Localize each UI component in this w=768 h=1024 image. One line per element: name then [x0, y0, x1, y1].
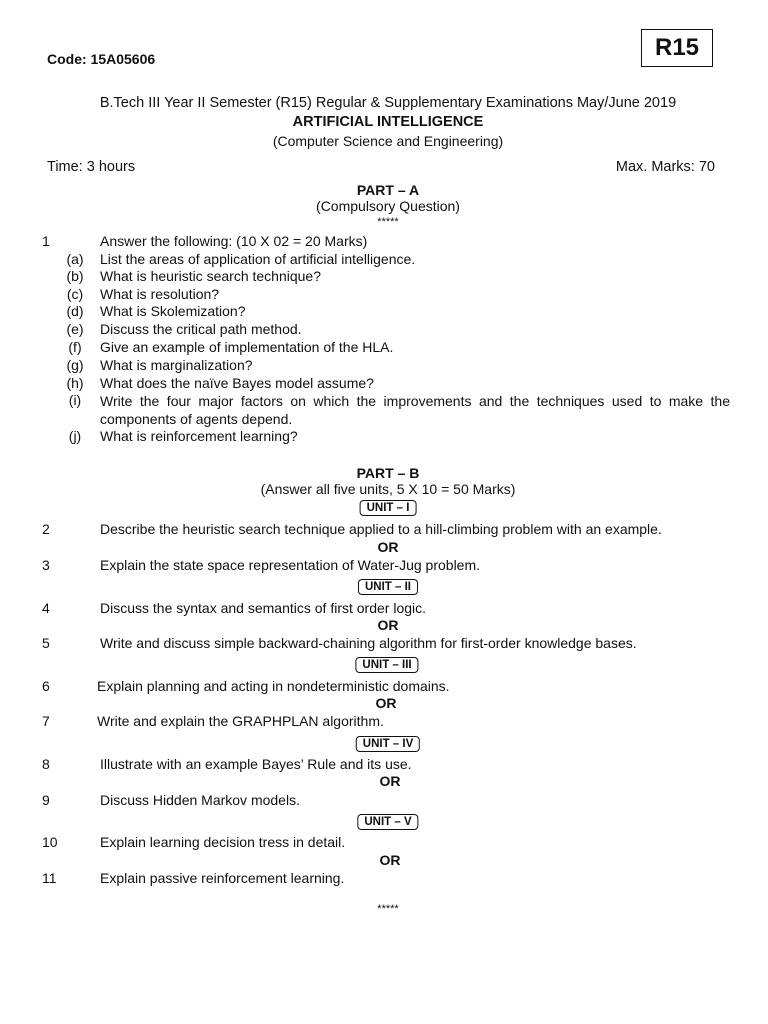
sub-question-text: What is heuristic search technique?	[100, 268, 321, 284]
sub-question-label: (f)	[68, 339, 82, 355]
max-marks: Max. Marks: 70	[615, 159, 715, 175]
sub-question-text: List the areas of application of artificial intelligence.	[100, 251, 416, 267]
question-number: 10	[42, 834, 58, 850]
regulation-badge: R15	[641, 29, 713, 67]
branch-name: (Computer Science and Engineering)	[272, 133, 504, 149]
question-number: 7	[42, 713, 50, 729]
question-text: Discuss the syntax and semantics of first order logic.	[100, 600, 427, 616]
question-text: Discuss Hidden Markov models.	[100, 792, 300, 808]
question-number: 11	[42, 870, 57, 886]
subject-title: ARTIFICIAL INTELLIGENCE	[292, 114, 484, 130]
unit-label: UNIT – IV	[356, 736, 420, 752]
sub-question-text: Give an example of implementation of the HLA.	[100, 339, 394, 355]
question-text: Explain the state space representation of Water-Jug problem.	[100, 557, 481, 573]
sub-question-label: (e)	[66, 321, 84, 337]
question-text: Describe the heuristic search technique applied to a hill-climbing problem with an example.	[100, 521, 662, 537]
end-separator: *****	[377, 903, 399, 915]
or-separator: OR	[375, 695, 397, 711]
exam-duration: Time: 3 hours	[47, 159, 136, 175]
or-separator: OR	[379, 852, 401, 868]
or-separator: OR	[379, 773, 401, 789]
question-text: Explain learning decision tress in detail.	[100, 834, 346, 850]
question-text: Illustrate with an example Bayes’ Rule and its use.	[100, 756, 412, 772]
part-b-subtitle: (Answer all five units, 5 X 10 = 50 Marks)	[260, 481, 516, 497]
sub-question-text: What is Skolemization?	[100, 303, 246, 319]
question-number: 8	[42, 756, 50, 772]
sub-question-text: What is reinforcement learning?	[100, 428, 298, 444]
question-text: Write and explain the GRAPHPLAN algorithm.	[97, 713, 384, 729]
unit-label: UNIT – III	[355, 657, 418, 673]
subject-code: Code: 15A05606	[47, 51, 156, 67]
unit-label: UNIT – II	[358, 579, 418, 595]
question-number: 5	[42, 635, 50, 651]
question-text: Explain passive reinforcement learning.	[100, 870, 345, 886]
or-separator: OR	[377, 617, 399, 633]
sub-question-text: What does the naïve Bayes model assume?	[100, 375, 374, 391]
question-number: 6	[42, 678, 50, 694]
sub-question-label: (i)	[68, 392, 82, 408]
question-text: Answer the following: (10 X 02 = 20 Marks)	[100, 233, 368, 249]
sub-question-label: (h)	[66, 375, 84, 391]
sub-question-label: (c)	[66, 286, 84, 302]
or-separator: OR	[377, 539, 399, 555]
part-a-title: PART – A	[356, 182, 420, 198]
sub-question-label: (g)	[66, 357, 84, 373]
exam-title: B.Tech III Year II Semester (R15) Regular & Supplementary Examinations May/June 2019	[99, 95, 677, 111]
sub-question-label: (b)	[66, 268, 84, 284]
question-number: 9	[42, 792, 50, 808]
part-b-title: PART – B	[356, 465, 420, 481]
question-number: 4	[42, 600, 50, 616]
sub-question-label: (d)	[66, 303, 84, 319]
unit-label: UNIT – I	[360, 500, 417, 516]
question-text: Write and discuss simple backward-chaining algorithm for first-order knowledge bases.	[100, 635, 637, 651]
sub-question-text: Write the four major factors on which the improvements and the techniques used to make the components of agents depend.	[100, 393, 730, 427]
part-a-separator: *****	[377, 216, 399, 228]
question-number: 3	[42, 557, 50, 573]
part-a-subtitle: (Compulsory Question)	[316, 198, 460, 214]
sub-question-label: (j)	[68, 428, 82, 444]
question-number: 1	[42, 233, 50, 249]
question-text: Explain planning and acting in nondeterministic domains.	[97, 678, 450, 694]
sub-question-label: (a)	[66, 251, 84, 267]
sub-question-text: What is marginalization?	[100, 357, 253, 373]
question-number: 2	[42, 521, 50, 537]
sub-question-text: What is resolution?	[100, 286, 220, 302]
unit-label: UNIT – V	[357, 814, 418, 830]
sub-question-text: Discuss the critical path method.	[100, 321, 302, 337]
